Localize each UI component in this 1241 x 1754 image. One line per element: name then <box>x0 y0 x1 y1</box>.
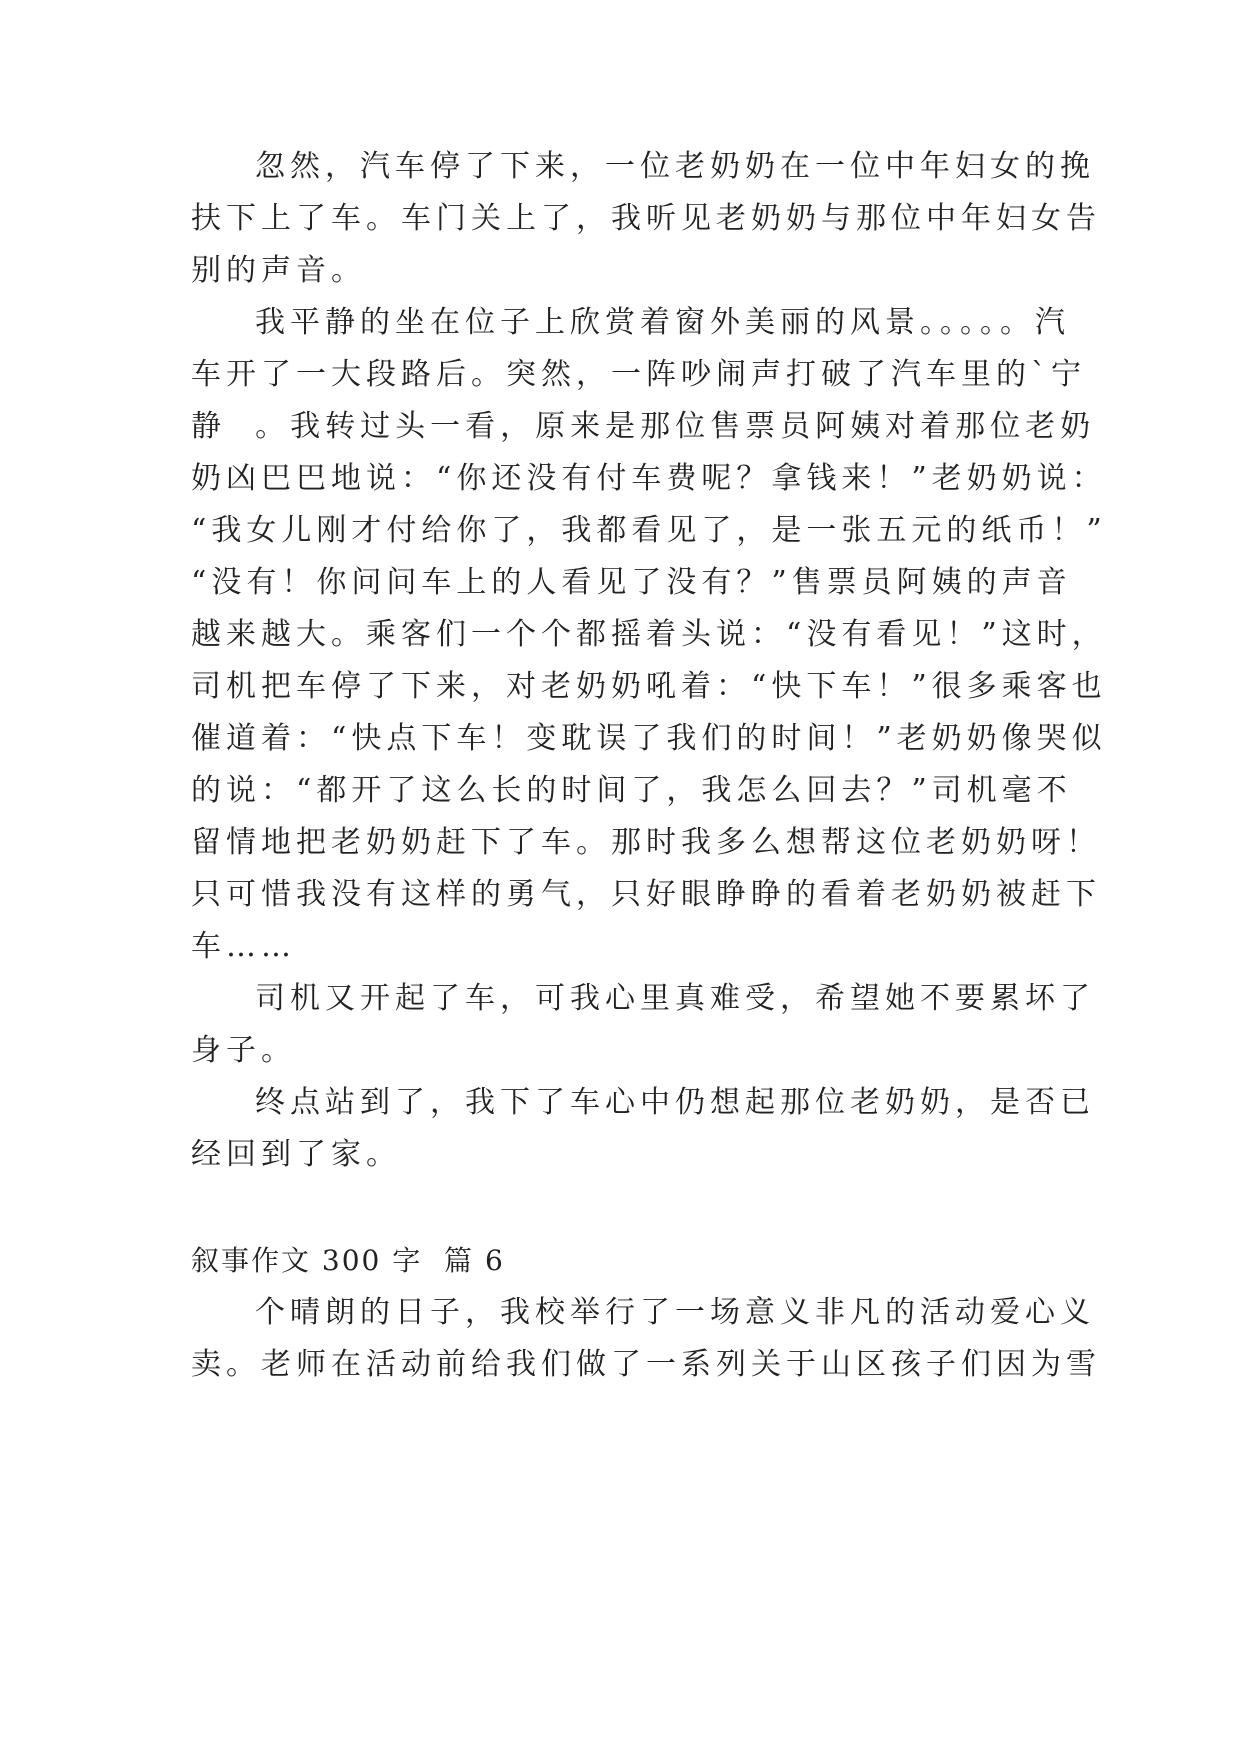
text-line: 个晴朗的日子，我校举行了一场意义非凡的活动爱心义 <box>255 1295 1095 1330</box>
text-line: 的说：“都开了这么长的时间了，我怎么回去？”司机毫不 <box>191 773 1072 808</box>
text-line: 越来越大。乘客们一个个都摇着头说：“没有看见！”这时， <box>191 617 1107 652</box>
text-line: 只可惜我没有这样的勇气，只好眼睁睁的看着老奶奶被赶下 <box>191 877 1101 912</box>
text-line: 别的声音。 <box>191 253 366 288</box>
text-line: 终点站到了，我下了车心中仍想起那位老奶奶，是否已 <box>255 1085 1095 1120</box>
text-line: 司机又开起了车，可我心里真难受，希望她不要累坏了 <box>255 981 1095 1016</box>
text-line: 车…… <box>191 929 296 964</box>
text-line: 车开了一大段路后。突然，一阵吵闹声打破了汽车里的`宁 <box>191 357 1086 392</box>
text-line: 忽然，汽车停了下来，一位老奶奶在一位中年妇女的挽 <box>255 149 1095 184</box>
text-line: 我平静的坐在位子上欣赏着窗外美丽的风景。。。。。汽 <box>255 305 1070 340</box>
text-line: 催道着：“快点下车！变耽误了我们的时间！”老奶奶像哭似 <box>191 721 1107 756</box>
text-line: 奶凶巴巴地说：“你还没有付车费呢？拿钱来！”老奶奶说： <box>191 461 1107 496</box>
text-line: “没有！你问问车上的人看见了没有？”售票员阿姨的声音 <box>191 565 1072 600</box>
text-line: “我女儿刚才付给你了，我都看见了，是一张五元的纸币！” <box>191 513 1107 548</box>
section-heading: 叙事作文 300 字 篇 6 <box>191 1244 505 1277</box>
text-line: 司机把车停了下来，对老奶奶吼着：“快下车！”很多乘客也 <box>191 669 1107 704</box>
text-line: 身子。 <box>191 1033 296 1068</box>
text-line: 留情地把老奶奶赶下了车。那时我多么想帮这位老奶奶呀！ <box>191 825 1101 860</box>
text-line: 卖。老师在活动前给我们做了一系列关于山区孩子们因为雪 <box>191 1347 1101 1382</box>
text-line: 扶下上了车。车门关上了，我听见老奶奶与那位中年妇女告 <box>191 201 1101 236</box>
text-line: 经回到了家。 <box>191 1137 401 1172</box>
text-line: 静 。我转过头一看，原来是那位售票员阿姨对着那位老奶 <box>191 409 1096 444</box>
